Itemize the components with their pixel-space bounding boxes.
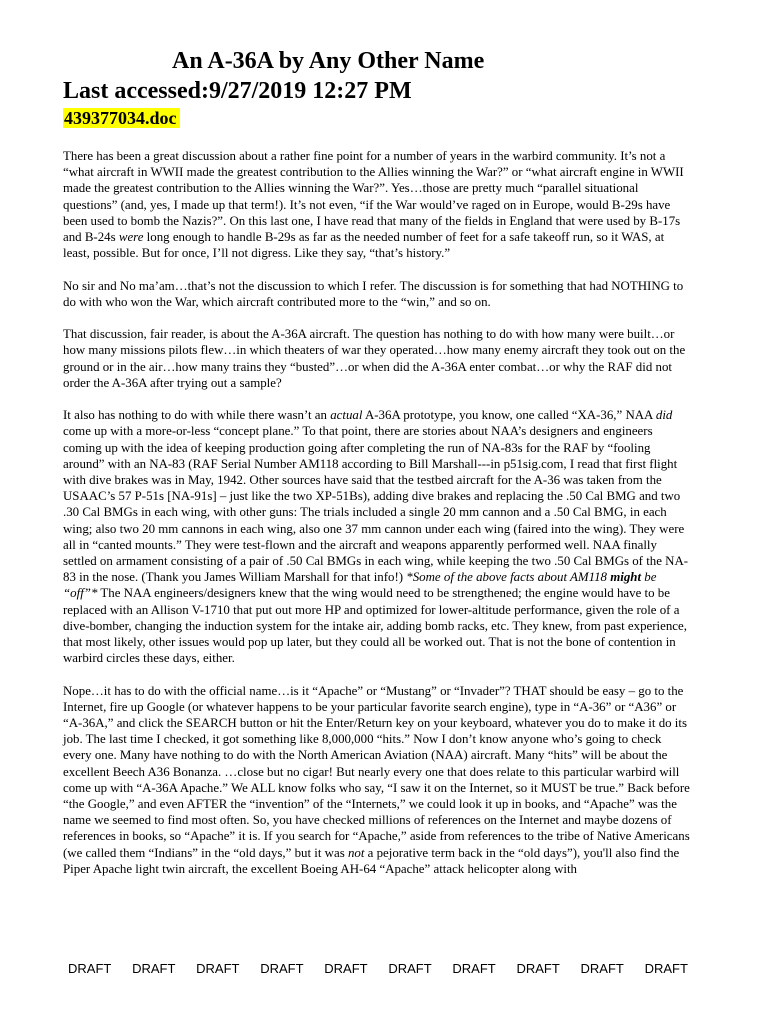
text-run: It also has nothing to do with while there wasn’t an: [63, 408, 331, 423]
draft-label: DRAFT: [580, 961, 624, 976]
italic-text: were: [118, 230, 144, 245]
text-run: There has been a great discussion about a rather fine point for a number of years in the warbird community. It’s not a “what aircraft in WWII made the greatest contribution to the Allies winning the War?” or “what aircraft engine in WWII made the greatest contribution to the Allies winning the War?”. Yes…those are pretty much “parallel situational questions” (and, yes, I made up that term!). It’s not even, “if the War would’ve raged on in Europe, would B-29s have been used to bomb the Nazis?”. On this last one, I have read that many of the fields in England that were used by B-17s and B-24s: [63, 149, 684, 245]
draft-label: DRAFT: [388, 961, 432, 976]
text-run: a pejorative term back in the “old days”), you'll also find the Piper Apache light twin aircraft, the excellent Boeing AH-64 “Apache” attack helicopter along with: [63, 845, 680, 876]
draft-label: DRAFT: [644, 961, 688, 976]
body-paragraph: [63, 683, 691, 877]
draft-label: DRAFT: [196, 961, 240, 976]
text-run: long enough to handle B-29s as far as the needed number of feet for a safe takeoff run, so it WAS, at least, possible. But for once, I’ll not digress. Like they say, “that’s history.”: [63, 230, 665, 261]
draft-label: DRAFT: [516, 961, 560, 976]
draft-label: DRAFT: [132, 961, 176, 976]
body-paragraph: [63, 148, 691, 261]
last-accessed-line: Last accessed:9/27/2019 12:27 PM: [63, 78, 412, 104]
italic-text: not: [347, 845, 365, 860]
draft-label: DRAFT: [324, 961, 368, 976]
italic-text: actual: [330, 408, 363, 423]
text-run: That discussion, fair reader, is about the A-36A aircraft. The question has nothing to do with how many were built…or how many missions pilots flew…in which theaters of war they operated…how many enemy aircraft they took out on the ground or in the air…how many trains they “busted”…or when did the A-36A enter combat…or why the RAF did not order the A-36A after trying out a sample?: [63, 327, 686, 390]
italic-text: be “off”*: [63, 570, 657, 601]
body-paragraph: [63, 326, 691, 391]
draft-label: DRAFT: [68, 961, 112, 976]
document-filename: [63, 106, 180, 130]
text-run: No sir and No ma’am…that’s not the discussion to which I refer. The discussion is for something that had NOTHING to do with who won the War, which aircraft contributed more to the “win,” and so on.: [63, 278, 684, 309]
italic-text: *Some of the above facts about AM118: [406, 570, 611, 585]
draft-label: DRAFT: [260, 961, 304, 976]
document-title: An A-36A by Any Other Name: [172, 48, 485, 74]
text-run: The NAA engineers/designers knew that the wing would need to be strengthened; the engine would have to be replaced with an Allison V-1710 that put out more HP and optimized for lower-altitude performance, given the role of a dive-bomber, changing the induction system for the intake air, adding bomb racks, etc. They knew, from past experience, that most likely, other issues would pop up later, but they could all be worked out. That is not the bone of contention in warbird circles these days, either.: [63, 586, 687, 666]
text-run: A-36A prototype, you know, one called “XA-36,” NAA: [362, 408, 656, 423]
body-paragraph: [63, 407, 691, 666]
italic-text: did: [655, 408, 673, 423]
body-paragraph: [63, 278, 691, 310]
filename-highlight: 439377034.doc: [63, 108, 180, 128]
draft-footer: [68, 960, 688, 978]
draft-label: DRAFT: [452, 961, 496, 976]
document-body: [63, 148, 691, 893]
text-run: Nope…it has to do with the official name…is it “Apache” or “Mustang” or “Invader”? THAT should be easy – go to the Internet, fire up Google (or whatever happens to be your particular favorite search engine), type in “A-36” or “A36” or “A-36A,” and click the SEARCH button or hit the Enter/Return key on your keyboard, whatever you do to make it do its job. The last time I checked, it got something like 8,000,000 “hits.” Now I don’t know anyone who’s going to check every one. Many have nothing to do with the North American Aviation (NAA) aircraft. Many “hits” will be about the excellent Beech A36 Bonanza. …close but no cigar! But nearly every one that does relate to this particular warbird will come up with “A-36A Apache.” We ALL know folks who say, “I saw it on the Internet, so it MUST be true.” Back before “the Google,” and even AFTER the “invention” of the “Internets,” we could look it up in books, and “Apache” was the name we seemed to find most often. So, you have checked millions of references on the Internet and maybe dozens of references in books, so “Apache” it is. If you search for “Apache,” aside from references to the tribe of Native Americans (we called them “Indians” in the “old days,” but it was: [63, 683, 690, 860]
text-run: come up with a more-or-less “concept plane.” To that point, there are stories about NAA’s designers and engineers coming up with the idea of keeping production going after completing the run of NA-83s for the RAF by “fooling around” with an NA-83 (RAF Serial Number AM118 according to Bill Marshall---in p51sig.com, I read that first flight with dive brakes was in May, 1942. Other sources have said that the testbed aircraft for the A-36 was taken from the USAAC’s 57 P-51s [NA-91s] – just like the two XP-51Bs), adding dive brakes and replacing the .50 Cal BMG and two .30 Cal BMGs in each wing, with other guns: The trials included a single 20 mm cannon and a .50 Cal BMG, in each wing; also two 20 mm cannons in each wing, also one 37 mm cannon under each wing (faired into the wing). They were all in “canted mounts.” They were test-flown and the aircraft and weapons apparently performed well. NAA finally settled on armament consisting of a pair of .50 Cal BMGs in each wing, while keeping the two .50 Cal BMGs of the NA-83 in the nose. (Thank you James William Marshall for that info!): [63, 424, 689, 585]
bold-italic-text: might: [610, 570, 642, 585]
